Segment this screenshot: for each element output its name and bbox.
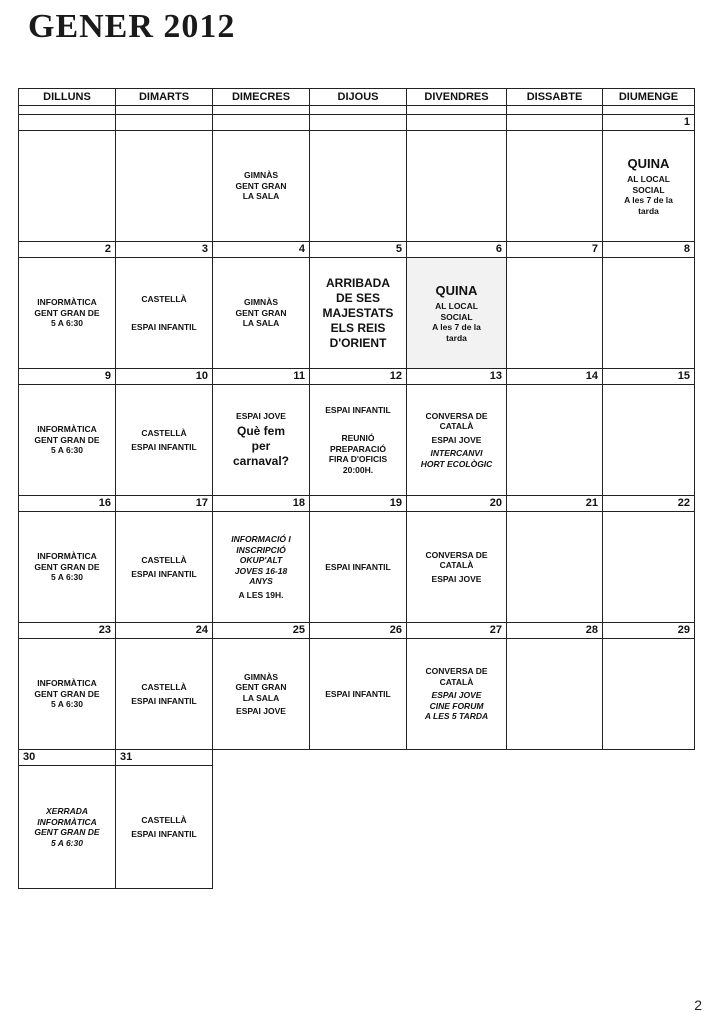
day-cell	[116, 639, 213, 750]
event-text: ESPAI INFANTIL	[131, 695, 197, 706]
event-text: QUINA	[435, 283, 478, 298]
date-number	[116, 115, 213, 131]
date-number	[213, 115, 310, 131]
week-row	[19, 766, 695, 889]
day-cell	[407, 131, 507, 242]
day-cell	[507, 258, 603, 369]
weekday-header: DISSABTE	[507, 89, 603, 106]
date-number: 25	[213, 623, 310, 639]
date-number: 13	[407, 369, 507, 385]
weekday-header: DIVENDRES	[407, 89, 507, 106]
event-text: Què fem per carnaval?	[232, 424, 290, 469]
date-number: 4	[213, 242, 310, 258]
event-text: ESPAI JOVE	[431, 434, 482, 445]
date-number: 9	[19, 369, 116, 385]
date-number: 6	[407, 242, 507, 258]
day-cell	[310, 131, 407, 242]
date-row	[19, 623, 695, 639]
date-number: 31	[116, 750, 213, 766]
date-number	[407, 115, 507, 131]
spacer-cell	[507, 106, 603, 115]
date-number: 10	[116, 369, 213, 385]
page-number: 2	[694, 997, 702, 1013]
event-text: CASTELLÀ	[141, 555, 187, 565]
date-number	[310, 115, 407, 131]
event-text: ESPAI INFANTIL	[131, 322, 197, 332]
date-number: 19	[310, 496, 407, 512]
spacer-cell	[603, 106, 695, 115]
date-row	[19, 115, 695, 131]
empty-cell	[213, 766, 310, 889]
weekday-header-row	[19, 89, 695, 106]
empty-cell	[213, 750, 310, 766]
empty-cell	[507, 750, 603, 766]
event-text: ARRIBADA DE SES MAJESTATS ELS REIS D'ORIENT	[322, 275, 394, 350]
date-number: 18	[213, 496, 310, 512]
date-number: 14	[507, 369, 603, 385]
spacer-cell	[407, 106, 507, 115]
date-number: 24	[116, 623, 213, 639]
date-number: 1	[603, 115, 695, 131]
empty-cell	[507, 766, 603, 889]
week-row	[19, 258, 695, 369]
calendar-table	[18, 88, 695, 889]
day-cell	[213, 131, 310, 242]
date-number: 20	[407, 496, 507, 512]
week-row	[19, 385, 695, 496]
day-cell	[603, 131, 695, 242]
page-title: GENER 2012	[28, 8, 236, 45]
event-text: CONVERSA DE CATALÀ	[425, 549, 488, 571]
date-number: 23	[19, 623, 116, 639]
event-text: GIMNÀS GENT GRAN LA SALA	[235, 297, 287, 329]
event-text: ESPAI JOVE CINE FORUM A LES 5 TARDA	[424, 690, 489, 722]
day-cell	[213, 512, 310, 623]
day-cell	[407, 512, 507, 623]
day-cell	[603, 385, 695, 496]
day-cell	[116, 131, 213, 242]
event-text: GIMNÀS GENT GRAN LA SALA	[235, 170, 287, 202]
event-text: ESPAI INFANTIL	[325, 688, 391, 699]
event-text: ESPAI INFANTIL	[325, 404, 391, 415]
date-row	[19, 369, 695, 385]
weekday-header: DIMARTS	[116, 89, 213, 106]
date-number: 17	[116, 496, 213, 512]
event-text: A LES 19H.	[238, 589, 284, 600]
event-text: AL LOCAL SOCIAL A les 7 de la tarda	[624, 174, 673, 216]
day-cell	[407, 385, 507, 496]
date-number: 2	[19, 242, 116, 258]
empty-cell	[407, 750, 507, 766]
calendar-body	[19, 106, 695, 889]
weekday-header: DIMECRES	[213, 89, 310, 106]
day-cell	[19, 131, 116, 242]
day-cell	[19, 258, 116, 369]
event-text: INFORMÀTICA GENT GRAN DE 5 A 6:30	[34, 678, 100, 710]
event-text: ESPAI JOVE	[236, 410, 286, 421]
spacer-cell	[19, 106, 116, 115]
day-cell	[310, 385, 407, 496]
spacer-cell	[116, 106, 213, 115]
weekday-header: DILLUNS	[19, 89, 116, 106]
event-text: ESPAI INFANTIL	[325, 561, 391, 572]
week-row	[19, 131, 695, 242]
week-row	[19, 512, 695, 623]
date-row	[19, 496, 695, 512]
spacer-cell	[213, 106, 310, 115]
event-text: ESPAI INFANTIL	[131, 441, 197, 452]
event-text: QUINA	[627, 156, 670, 171]
day-cell	[213, 258, 310, 369]
day-cell	[507, 512, 603, 623]
date-number: 7	[507, 242, 603, 258]
day-cell	[19, 639, 116, 750]
event-text: CONVERSA DE CATALÀ	[425, 410, 488, 432]
date-row	[19, 750, 695, 766]
date-number: 21	[507, 496, 603, 512]
date-number: 11	[213, 369, 310, 385]
day-cell	[507, 639, 603, 750]
event-text: INFORMACIÓ I INSCRIPCIÓ OKUP'ALT JOVES 16-18 ANYS	[231, 534, 291, 586]
event-text: ESPAI JOVE	[431, 573, 482, 584]
empty-cell	[603, 750, 695, 766]
day-cell	[116, 258, 213, 369]
date-number: 12	[310, 369, 407, 385]
event-text: XERRADA INFORMÀTICA GENT GRAN DE 5 A 6:30	[34, 806, 100, 848]
date-number: 27	[407, 623, 507, 639]
event-text: REUNIÓ PREPARACIÓ FIRA D'OFICIS 20:00H.	[328, 433, 388, 475]
event-text: ESPAI JOVE	[236, 706, 286, 716]
day-cell	[407, 639, 507, 750]
day-cell	[603, 512, 695, 623]
day-cell	[310, 639, 407, 750]
day-cell	[407, 258, 507, 369]
event-text: CASTELLÀ	[141, 428, 187, 438]
day-cell	[19, 766, 116, 889]
event-text: INFORMÀTICA GENT GRAN DE 5 A 6:30	[34, 424, 100, 456]
week-row	[19, 639, 695, 750]
event-text: ESPAI INFANTIL	[131, 828, 197, 839]
day-cell	[116, 385, 213, 496]
date-number: 28	[507, 623, 603, 639]
date-number: 3	[116, 242, 213, 258]
event-text: AL LOCAL SOCIAL A les 7 de la tarda	[432, 301, 481, 343]
date-number	[507, 115, 603, 131]
day-cell	[116, 766, 213, 889]
date-number: 22	[603, 496, 695, 512]
empty-cell	[603, 766, 695, 889]
event-text: CASTELLÀ	[141, 293, 187, 304]
event-text: CASTELLÀ	[141, 815, 187, 825]
empty-cell	[310, 750, 407, 766]
day-cell	[603, 258, 695, 369]
event-text: CONVERSA DE CATALÀ	[425, 666, 488, 687]
spacer-row	[19, 106, 695, 115]
day-cell	[213, 639, 310, 750]
day-cell	[603, 639, 695, 750]
date-number: 15	[603, 369, 695, 385]
event-text: CASTELLÀ	[141, 682, 187, 692]
event-text: INFORMÀTICA GENT GRAN DE 5 A 6:30	[34, 297, 100, 329]
event-text: ESPAI INFANTIL	[131, 568, 197, 579]
day-cell	[507, 131, 603, 242]
day-cell	[19, 512, 116, 623]
day-cell	[310, 258, 407, 369]
date-number: 5	[310, 242, 407, 258]
spacer-cell	[310, 106, 407, 115]
date-number: 8	[603, 242, 695, 258]
date-number	[19, 115, 116, 131]
day-cell	[213, 385, 310, 496]
date-row	[19, 242, 695, 258]
date-number: 30	[19, 750, 116, 766]
empty-cell	[310, 766, 407, 889]
event-text: GIMNÀS GENT GRAN LA SALA	[235, 671, 287, 703]
day-cell	[507, 385, 603, 496]
date-number: 29	[603, 623, 695, 639]
weekday-header: DIUMENGE	[603, 89, 695, 106]
weekday-header: DIJOUS	[310, 89, 407, 106]
empty-cell	[407, 766, 507, 889]
date-number: 16	[19, 496, 116, 512]
event-text: INFORMÀTICA GENT GRAN DE 5 A 6:30	[34, 551, 100, 583]
day-cell	[116, 512, 213, 623]
day-cell	[310, 512, 407, 623]
date-number: 26	[310, 623, 407, 639]
day-cell	[19, 385, 116, 496]
event-text: INTERCANVI HORT ECOLÒGIC	[420, 448, 493, 469]
